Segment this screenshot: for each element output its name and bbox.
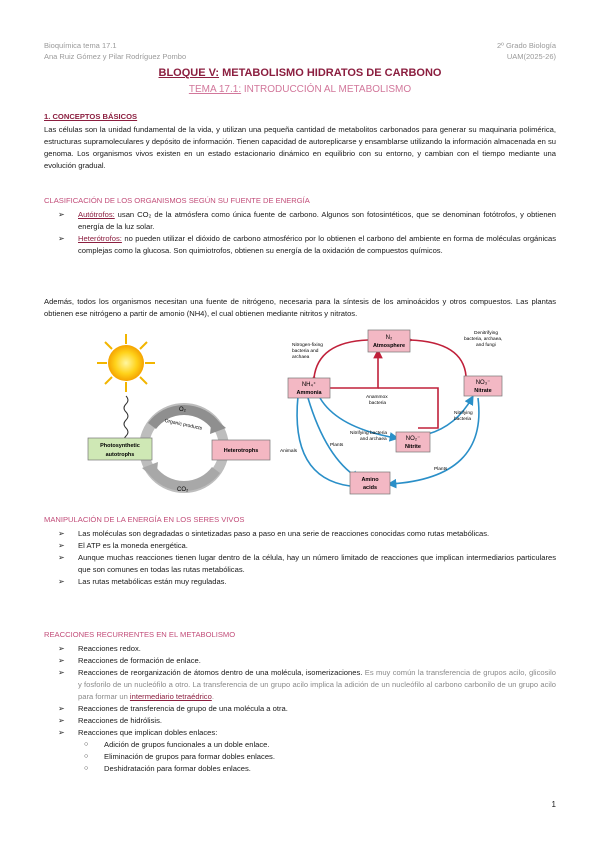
term-heterotrofos: Heterótrofos: xyxy=(78,234,122,243)
arrow-bullet-icon: ➢ xyxy=(58,210,65,219)
cycle-arrow-bottom xyxy=(152,470,216,486)
amino-label: Amino xyxy=(361,477,379,483)
list-item xyxy=(44,655,556,667)
bloque-label: BLOQUE V: xyxy=(158,67,220,79)
list-item xyxy=(44,576,556,588)
list-item xyxy=(44,703,556,715)
atmosphere-label: Atmosphere xyxy=(372,343,406,349)
header-left xyxy=(44,40,186,62)
arrow-bullet-icon: ➢ xyxy=(58,704,65,713)
autotrofos-text: usan CO₂ de la atmósfera como única fuente de carbono. Algunos son fotosintéticos, que se denominan fotótrofos, y obtienen energía de la luz solar. xyxy=(78,210,556,231)
n2-label: N₂ xyxy=(385,335,393,341)
arrow-bullet-icon: ➢ xyxy=(58,234,65,243)
list-item xyxy=(44,209,556,233)
nitrifying-label-1a: Nitrifying xyxy=(454,411,473,416)
autotrophs-label: autotrophs xyxy=(105,452,135,458)
section1-paragraph: Las células son la unidad fundamental de la vida, y utilizan una pequeña cantidad de metabolitos carbonados para generar su maquinaria polimérica, estructuras supramoleculares y depósito de información. Tienen capacidad de autoreplicarse y ensamblarse utilizando la información almacenada en su genoma. Los organismos vivos existen en un estado estacionario dinámico en equilibrio con su entorno, y cambian con el tiempo mediante una evolución gradual. xyxy=(44,125,556,170)
animals-label: Animals xyxy=(280,449,298,454)
acids-label: acids xyxy=(362,485,378,491)
nitrogen-fixing-label-2: bacteria and xyxy=(292,349,319,354)
list-item xyxy=(44,552,556,576)
manipulacion-heading: MANIPULACIÓN DE LA ENERGÍA EN LOS SERES VIVOS xyxy=(44,515,245,524)
grey-note: Es muy común la transferencia de grupos acilo, glicosilo y fosforilo de un nucleófilo a otro. La transferencia de un grupo acilo implica la adición de un nucleófilo al carbono carbonilo de un grupo acilo para formar un xyxy=(78,668,556,701)
list-item xyxy=(44,643,556,655)
sub-item-text: Adición de grupos funcionales a un doble enlace. xyxy=(104,740,270,749)
arrow-bullet-icon: ➢ xyxy=(58,553,65,562)
arrow-bullet-icon: ➢ xyxy=(58,716,65,725)
denitrifying-label-1: Denitrifying xyxy=(474,331,498,336)
bloque-title xyxy=(0,67,600,79)
list-item-text: Reacciones de hidrólisis. xyxy=(78,716,162,725)
photosynthetic-label: Photosynthetic xyxy=(100,443,140,449)
list-item xyxy=(44,233,556,257)
list-item-text: Aunque muchas reacciones tienen lugar dentro de la célula, hay un número limitado de reacciones que implican intermediarios particulares que son comunes en todas las rutas metabólicas. xyxy=(78,553,556,574)
co2-label: CO₂ xyxy=(177,487,189,493)
circle-bullet-icon: ○ xyxy=(84,765,89,772)
tema-text: INTRODUCCIÓN AL METABOLISMO xyxy=(241,84,412,95)
heterotrofos-text: no pueden utilizar el dióxido de carbono atmosférico por lo obtienen el carbono del ambiente en forma de moléculas orgánicas complejas como la glucosa. Son quimiotrofos, obtienen su energía de la oxidación de compuestos químicos. xyxy=(78,234,556,255)
tema-label: TEMA 17.1: xyxy=(188,84,242,95)
bloque-text: METABOLISMO HIDRATOS DE CARBONO xyxy=(219,67,442,79)
header-university: UAM(2025-26) xyxy=(506,52,556,61)
sub-item-text: Eliminación de grupos para formar dobles enlaces. xyxy=(104,752,275,761)
list-item-text: Reacciones que implican dobles enlaces: xyxy=(78,728,218,737)
sun-icon xyxy=(97,334,155,392)
header-degree: 2º Grado Biología xyxy=(496,41,556,50)
sub-list-item xyxy=(44,763,556,775)
sub-list xyxy=(44,739,556,775)
arrow-bullet-icon: ➢ xyxy=(58,644,65,653)
arrow-bullet-icon: ➢ xyxy=(58,728,65,737)
nitrifying-label-1b: bacteria xyxy=(454,417,472,422)
grey-note-end: . xyxy=(211,692,214,701)
list-item-text: Reacciones de transferencia de grupo de una molécula a otra. xyxy=(78,704,288,713)
list-item xyxy=(44,727,556,775)
no3-label: NO₃⁻ xyxy=(475,380,491,386)
list-item-text: Las rutas metabólicas están muy reguladas. xyxy=(78,577,227,586)
arrow-bullet-icon: ➢ xyxy=(58,577,65,586)
circle-bullet-icon: ○ xyxy=(84,741,89,748)
nitrifying-label-2b: and archaea xyxy=(360,437,387,442)
arrow-bullet-icon: ➢ xyxy=(58,656,65,665)
list-item xyxy=(44,540,556,552)
no2-label: NO₂⁻ xyxy=(405,436,421,442)
arrow-bullet-icon: ➢ xyxy=(58,541,65,550)
carbon-cycle-figure xyxy=(84,330,274,505)
clasificacion-list xyxy=(44,209,556,257)
manipulacion-list xyxy=(44,528,556,588)
nh4-label: NH₄⁺ xyxy=(301,382,317,388)
reacciones-heading: REACCIONES RECURRENTES EN EL METABOLISMO xyxy=(44,630,236,639)
organic-products-label: Organic products xyxy=(164,417,203,432)
nitrite-label: Nitrite xyxy=(405,444,421,450)
list-item-text: Las moléculas son degradadas o sintetizadas paso a paso en una serie de reacciones conocidas como rutas metabólicas. xyxy=(78,529,490,538)
list-item xyxy=(44,667,556,703)
sub-list-item xyxy=(44,751,556,763)
sub-item-text: Deshidratación para formar dobles enlaces. xyxy=(104,764,251,773)
anammox-label-2: bacteria xyxy=(369,401,387,406)
term-autotrofos: Autótrofos: xyxy=(78,210,115,219)
sub-list-item xyxy=(44,739,556,751)
intermediario-link[interactable]: intermediario tetraédrico xyxy=(129,692,212,701)
arrow-bullet-icon: ➢ xyxy=(58,668,65,677)
anammox-label-1: Anammox xyxy=(366,395,388,400)
o2-label: O₂ xyxy=(179,407,186,413)
reacciones-list xyxy=(44,643,556,775)
arrow-bullet-icon: ➢ xyxy=(58,529,65,538)
list-item xyxy=(44,528,556,540)
list-item-text: Reacciones de formación de enlace. xyxy=(78,656,201,665)
circle-bullet-icon: ○ xyxy=(84,753,89,760)
denitrifying-label-3: and fungi xyxy=(476,343,496,348)
nitrate-label: Nitrate xyxy=(474,388,492,394)
ammonia-label: Ammonia xyxy=(296,390,322,396)
header-authors: Ana Ruiz Gómez y Pilar Rodríguez Pombo xyxy=(44,52,187,61)
light-wave xyxy=(124,396,128,444)
nitrifying-label-2a: Nitrifying bacteria xyxy=(350,431,388,436)
list-item-text: Reacciones de reorganización de átomos dentro de una molécula, isomerizaciones. xyxy=(78,668,363,677)
list-item xyxy=(44,715,556,727)
nitrogen-fixing-label-1: Nitrogen-fixing xyxy=(292,343,323,348)
nitrogen-cycle-figure xyxy=(278,328,530,500)
nitrogen-paragraph: Además, todos los organismos necesitan una fuente de nitrógeno, necesaria para la síntesis de los aminoácidos y otros compuestos. Las plantas obtienen ese nitrógeno a partir de amonio (NH4), el cual obtienen mediante nitritos y nitratos. xyxy=(44,297,556,318)
plants-label-2: Plants xyxy=(434,467,448,472)
nitrogen-fixing-label-3: archaea xyxy=(292,355,310,360)
page-number: 1 xyxy=(551,800,556,809)
list-item-text: El ATP es la moneda energética. xyxy=(78,541,188,550)
clasificacion-heading: CLASIFICACIÓN DE LOS ORGANISMOS SEGÚN SU FUENTE DE ENERGÍA xyxy=(44,196,310,205)
list-item-text: Reacciones redox. xyxy=(78,644,141,653)
header-course: Bioquímica tema 17.1 xyxy=(44,41,117,50)
header-right xyxy=(497,40,556,62)
heterotrophs-label: Heterotrophs xyxy=(223,448,259,454)
denitrifying-label-2: bacteria, archaea, xyxy=(464,337,503,342)
tema-title xyxy=(0,84,600,95)
plants-label-1: Plants xyxy=(330,443,344,448)
section1-heading: 1. CONCEPTOS BÁSICOS xyxy=(44,112,138,121)
